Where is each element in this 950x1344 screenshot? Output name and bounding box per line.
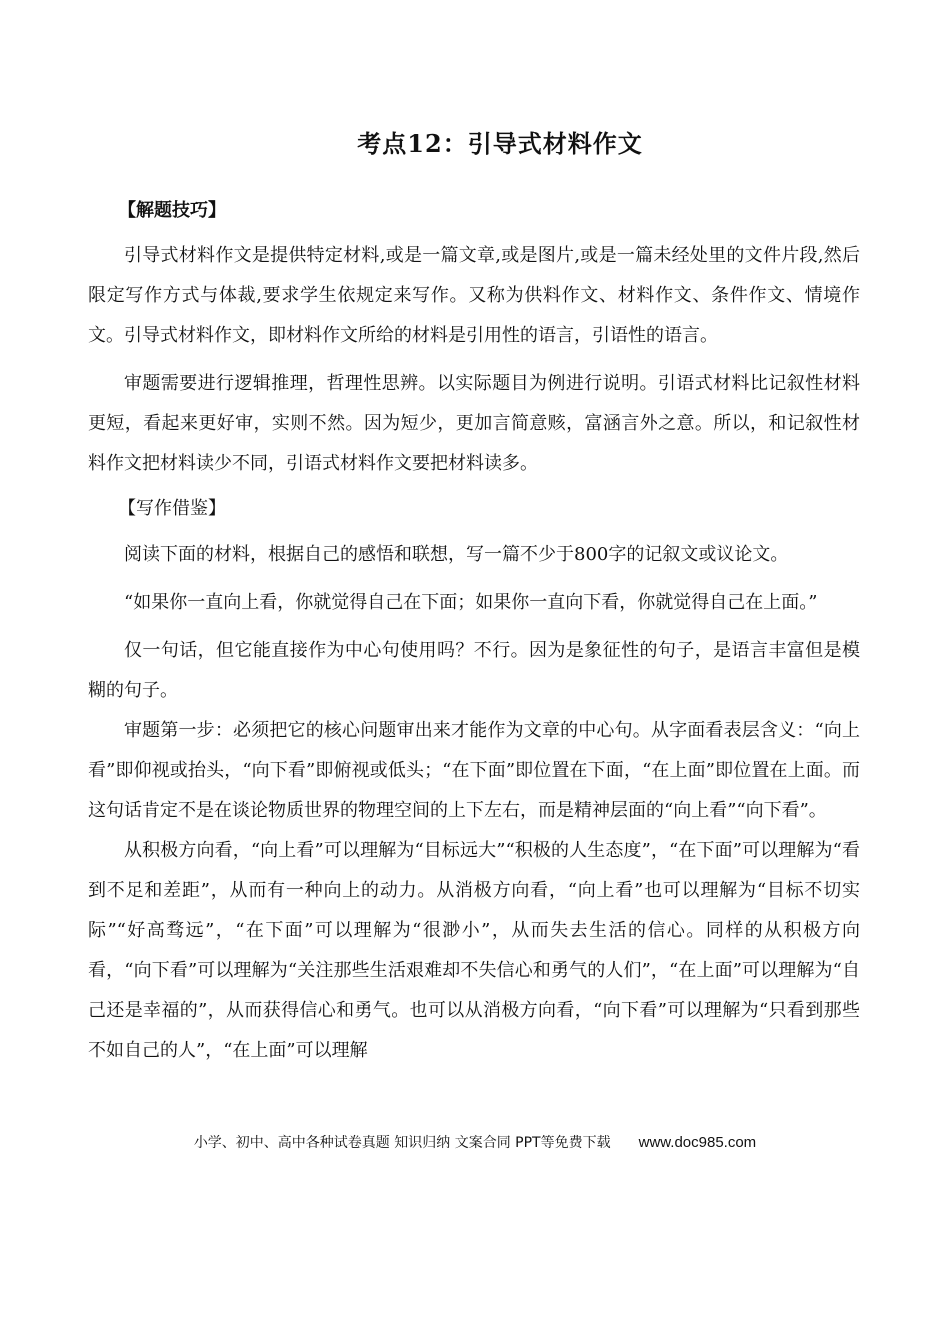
footer-url[interactable]: www.doc985.com [638, 1134, 757, 1151]
footer-text: 小学、初中、高中各种试卷真题 知识归纳 文案合同 PPT等免费下载 [193, 1135, 611, 1151]
page-footer [0, 1132, 950, 1152]
paragraph: 仅一句话，但它能直接作为中心句使用吗？不行。因为是象征性的句子，是语言丰富但是模糊的句子。 [88, 640, 860, 701]
paragraph: 阅读下面的材料，根据自己的感悟和联想，写一篇不少于800字的记叙文或议论文。 [124, 544, 789, 565]
paragraph: 引导式材料作文是提供特定材料,或是一篇文章,或是图片,或是一篇未经处里的文件片段,然后限定写作方式与体裁,要求学生依规定来写作。又称为供料作文、材料作文、条件作文、情境作文。引导式材料作文，即材料作文所给的材料是引用性的语言，引语性的语言。 [88, 245, 860, 346]
quote-paragraph: “如果你一直向上看，你就觉得自己在下面；如果你一直向下看，你就觉得自己在上面。” [124, 592, 818, 613]
section-techniques-body [88, 236, 860, 484]
section-reference-body [88, 535, 860, 1071]
section-heading-reference: 【写作借鉴】 [118, 498, 226, 519]
paragraph: 从积极方向看，“向上看”可以理解为“目标远大”“积极的人生态度”，“在下面”可以理解为“看到不足和差距”，从而有一种向上的动力。从消极方向看，“向上看”也可以理解为“目标不切实际”“好高骛远”，“在下面”可以理解为“很渺小”，从而失去生活的信心。同样的从积极方向看，“向下看”可以理解为“关注那些生活艰难却不失信心和勇气的人们”，“在上面”可以理解为“自己还是幸福的”，从而获得信心和勇气。也可以从消极方向看，“向下看”可以理解为“只看到那些不如自己的人”，“在上面”可以理解 [88, 840, 860, 1061]
section-heading-techniques: 【解题技巧】 [118, 200, 226, 221]
paragraph: 审题第一步：必须把它的核心问题审出来才能作为文章的中心句。从字面看表层含义：“向上看”即仰视或抬头，“向下看”即俯视或低头；“在下面”即位置在下面，“在上面”即位置在上面。而这句话肯定不是在谈论物质世界的物理空间的上下左右，而是精神层面的“向上看”“向下看”。 [88, 720, 860, 821]
paragraph: 审题需要进行逻辑推理，哲理性思辨。以实际题目为例进行说明。引语式材料比记叙性材料更短，看起来更好审，实则不然。因为短少，更加言简意赅，富涵言外之意。所以，和记叙性材料作文把材料读少不同，引语式材料作文要把材料读多。 [88, 373, 860, 474]
page-title: 考点12：引导式材料作文 [357, 129, 643, 158]
